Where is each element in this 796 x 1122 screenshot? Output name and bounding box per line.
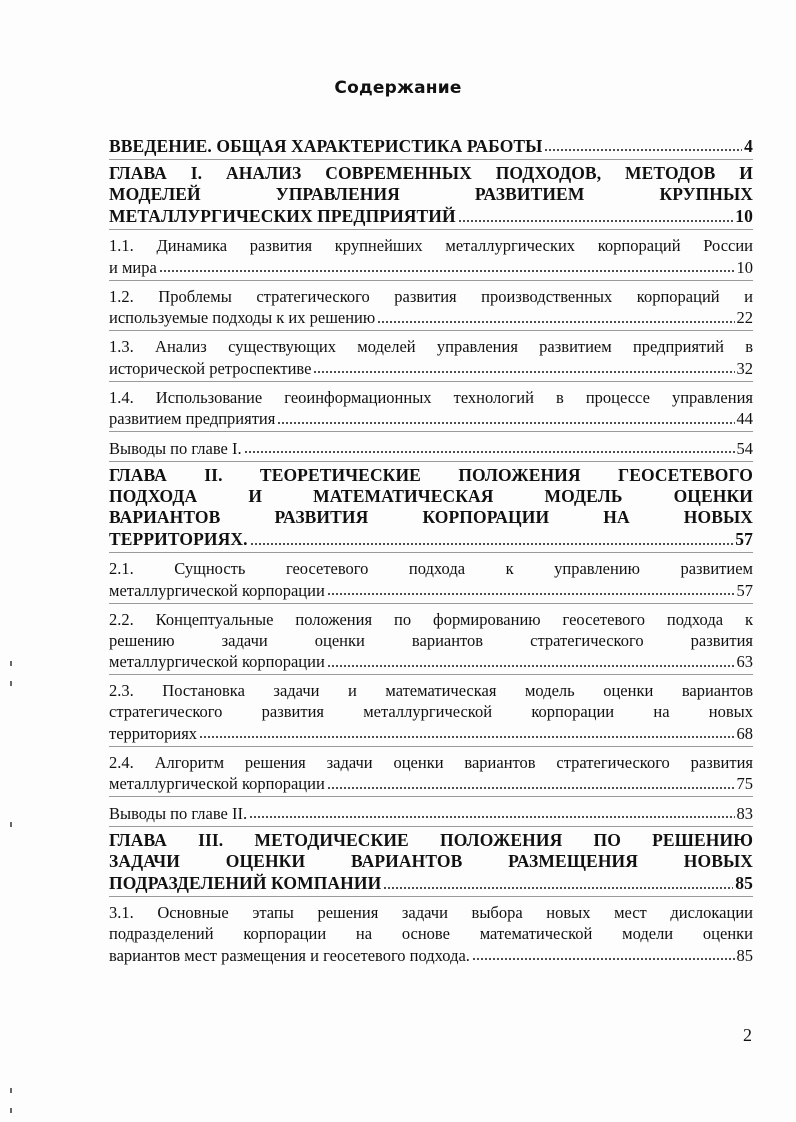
toc-page-number: 4 — [744, 135, 753, 156]
toc-entry-section-2-4[interactable] — [109, 752, 753, 795]
toc-entry-line: ГЛАВА III. МЕТОДИЧЕСКИЕ ПОЛОЖЕНИЯ ПО РЕШЕНИЮ — [109, 829, 753, 850]
scan-speck — [10, 1108, 12, 1113]
dot-leader — [327, 776, 735, 793]
toc-page-number: 44 — [736, 409, 753, 428]
toc-entry-section-2-1[interactable] — [109, 558, 753, 601]
toc-entry-section-1-1[interactable] — [109, 235, 753, 278]
toc-entry-title: и мира — [109, 257, 157, 277]
toc-entry-section-2-3[interactable] — [109, 680, 753, 744]
divider — [109, 674, 753, 675]
divider — [109, 746, 753, 747]
dot-leader — [377, 310, 734, 327]
toc-entry-line: ПОДХОДА И МАТЕМАТИЧЕСКАЯ МОДЕЛЬ ОЦЕНКИ — [109, 485, 753, 506]
toc-entry-intro[interactable] — [109, 134, 753, 157]
dot-leader — [244, 440, 735, 457]
toc-entry-title: металлургической корпорации — [109, 580, 325, 600]
toc-entry-line: 1.3. Анализ существующих моделей управления развитием предприятий в — [109, 337, 753, 356]
toc-entry-line: ВАРИАНТОВ РАЗВИТИЯ КОРПОРАЦИИ НА НОВЫХ — [109, 506, 753, 527]
toc-entry-line: 3.1. Основные этапы решения задачи выбора новых мест дислокации — [109, 903, 753, 922]
toc-entry-line: 1.1. Динамика развития крупнейших металлургических корпораций России — [109, 236, 753, 255]
dot-leader — [327, 654, 735, 671]
scan-speck — [10, 822, 12, 827]
toc-entry-title: Выводы по главе I. — [109, 438, 242, 458]
toc-entry-line: 2.1. Сущность геосетевого подхода к управлению развитием — [109, 559, 753, 578]
scan-speck — [10, 661, 12, 666]
toc-entry-line: 2.4. Алгоритм решения задачи оценки вариантов стратегического развития — [109, 752, 753, 772]
toc-entry-line: МОДЕЛЕЙ УПРАВЛЕНИЯ РАЗВИТИЕМ КРУПНЫХ — [109, 183, 753, 204]
toc-entry-title: исторической ретроспективе — [109, 358, 312, 378]
toc-page-number: 57 — [735, 529, 753, 549]
toc-entry-line: 1.4. Использование геоинформационных технологий в процессе управления — [109, 387, 753, 407]
toc-entry-section-2-2[interactable] — [109, 609, 753, 673]
dot-leader — [544, 137, 742, 155]
toc-entry-line: 2.3. Постановка задачи и математическая модель оценки вариантов — [109, 681, 753, 700]
toc-entry-line: стратегического развития металлургической корпорации на новых — [109, 702, 753, 721]
dot-leader — [250, 531, 734, 549]
dot-leader — [327, 582, 735, 599]
toc-entry-title: ВВЕДЕНИЕ. ОБЩАЯ ХАРАКТЕРИСТИКА РАБОТЫ — [109, 135, 543, 156]
scan-speck — [10, 681, 12, 686]
dot-leader — [313, 360, 734, 377]
divider — [109, 461, 753, 462]
toc-page-number: 22 — [736, 308, 753, 327]
toc-entry-section-3-1[interactable] — [109, 902, 753, 966]
scan-speck — [10, 1088, 12, 1093]
divider — [109, 159, 753, 160]
divider — [109, 603, 753, 604]
toc-entry-title: используемые подходы к их решению — [109, 308, 376, 327]
dot-leader — [249, 805, 734, 822]
page-number: 2 — [743, 1025, 752, 1045]
table-of-contents — [109, 134, 753, 966]
dot-leader — [383, 875, 733, 893]
divider — [109, 552, 753, 553]
dot-leader — [472, 947, 735, 964]
dot-leader — [277, 411, 734, 428]
toc-page-number: 83 — [736, 803, 753, 823]
toc-entry-line: решению задачи оценки вариантов стратегического развития — [109, 630, 753, 650]
toc-page-number: 85 — [735, 873, 753, 893]
dot-leader — [199, 725, 734, 742]
toc-entry-section-1-3[interactable] — [109, 336, 753, 379]
divider — [109, 229, 753, 230]
dot-leader — [159, 259, 735, 276]
toc-entry-conclusions-1[interactable] — [109, 437, 753, 459]
toc-entry-chapter-3[interactable] — [109, 830, 753, 895]
toc-page-number: 57 — [736, 580, 753, 600]
divider — [109, 330, 753, 331]
divider — [109, 826, 753, 827]
divider — [109, 796, 753, 797]
toc-entry-title: вариантов мест размещения и геосетевого подхода. — [109, 945, 470, 965]
toc-entry-title: Выводы по главе II. — [109, 803, 248, 823]
toc-entry-line: ЗАДАЧИ ОЦЕНКИ ВАРИАНТОВ РАЗМЕЩЕНИЯ НОВЫХ — [109, 850, 753, 871]
toc-entry-section-1-2[interactable] — [109, 286, 753, 329]
toc-page-number: 10 — [736, 257, 753, 277]
toc-entry-line: 2.2. Концептуальные положения по формированию геосетевого подхода к — [109, 609, 753, 629]
toc-page-number: 75 — [736, 774, 753, 793]
toc-entry-title: МЕТАЛЛУРГИЧЕСКИХ ПРЕДПРИЯТИЙ — [109, 206, 456, 226]
toc-page-number: 54 — [736, 438, 753, 458]
toc-entry-line: ГЛАВА I. АНАЛИЗ СОВРЕМЕННЫХ ПОДХОДОВ, МЕТОДОВ И — [109, 162, 753, 183]
toc-entry-title: ТЕРРИТОРИЯХ. — [109, 529, 248, 549]
toc-entry-title: металлургической корпорации — [109, 652, 325, 671]
toc-entry-chapter-2[interactable] — [109, 465, 753, 551]
page-title: Содержание — [334, 78, 462, 98]
toc-entry-line: ГЛАВА II. ТЕОРЕТИЧЕСКИЕ ПОЛОЖЕНИЯ ГЕОСЕТЕВОГО — [109, 464, 753, 485]
toc-entry-line: подразделений корпорации на основе математической модели оценки — [109, 924, 753, 943]
toc-entry-line: 1.2. Проблемы стратегического развития производственных корпораций и — [109, 286, 753, 306]
toc-page-number: 68 — [736, 723, 753, 743]
toc-page-number: 63 — [736, 652, 753, 671]
divider — [109, 381, 753, 382]
toc-entry-title: территориях — [109, 723, 198, 743]
toc-entry-conclusions-2[interactable] — [109, 802, 753, 824]
divider — [109, 431, 753, 432]
toc-page-number: 85 — [736, 945, 753, 965]
toc-entry-title: металлургической корпорации — [109, 774, 325, 793]
divider — [109, 280, 753, 281]
toc-entry-title: развитием предприятия — [109, 409, 276, 428]
toc-entry-chapter-1[interactable] — [109, 163, 753, 228]
divider — [109, 896, 753, 897]
toc-entry-section-1-4[interactable] — [109, 387, 753, 430]
dot-leader — [458, 208, 734, 226]
toc-entry-title: ПОДРАЗДЕЛЕНИЙ КОМПАНИИ — [109, 873, 382, 893]
toc-page-number: 32 — [736, 358, 753, 378]
toc-page-number: 10 — [735, 206, 753, 226]
